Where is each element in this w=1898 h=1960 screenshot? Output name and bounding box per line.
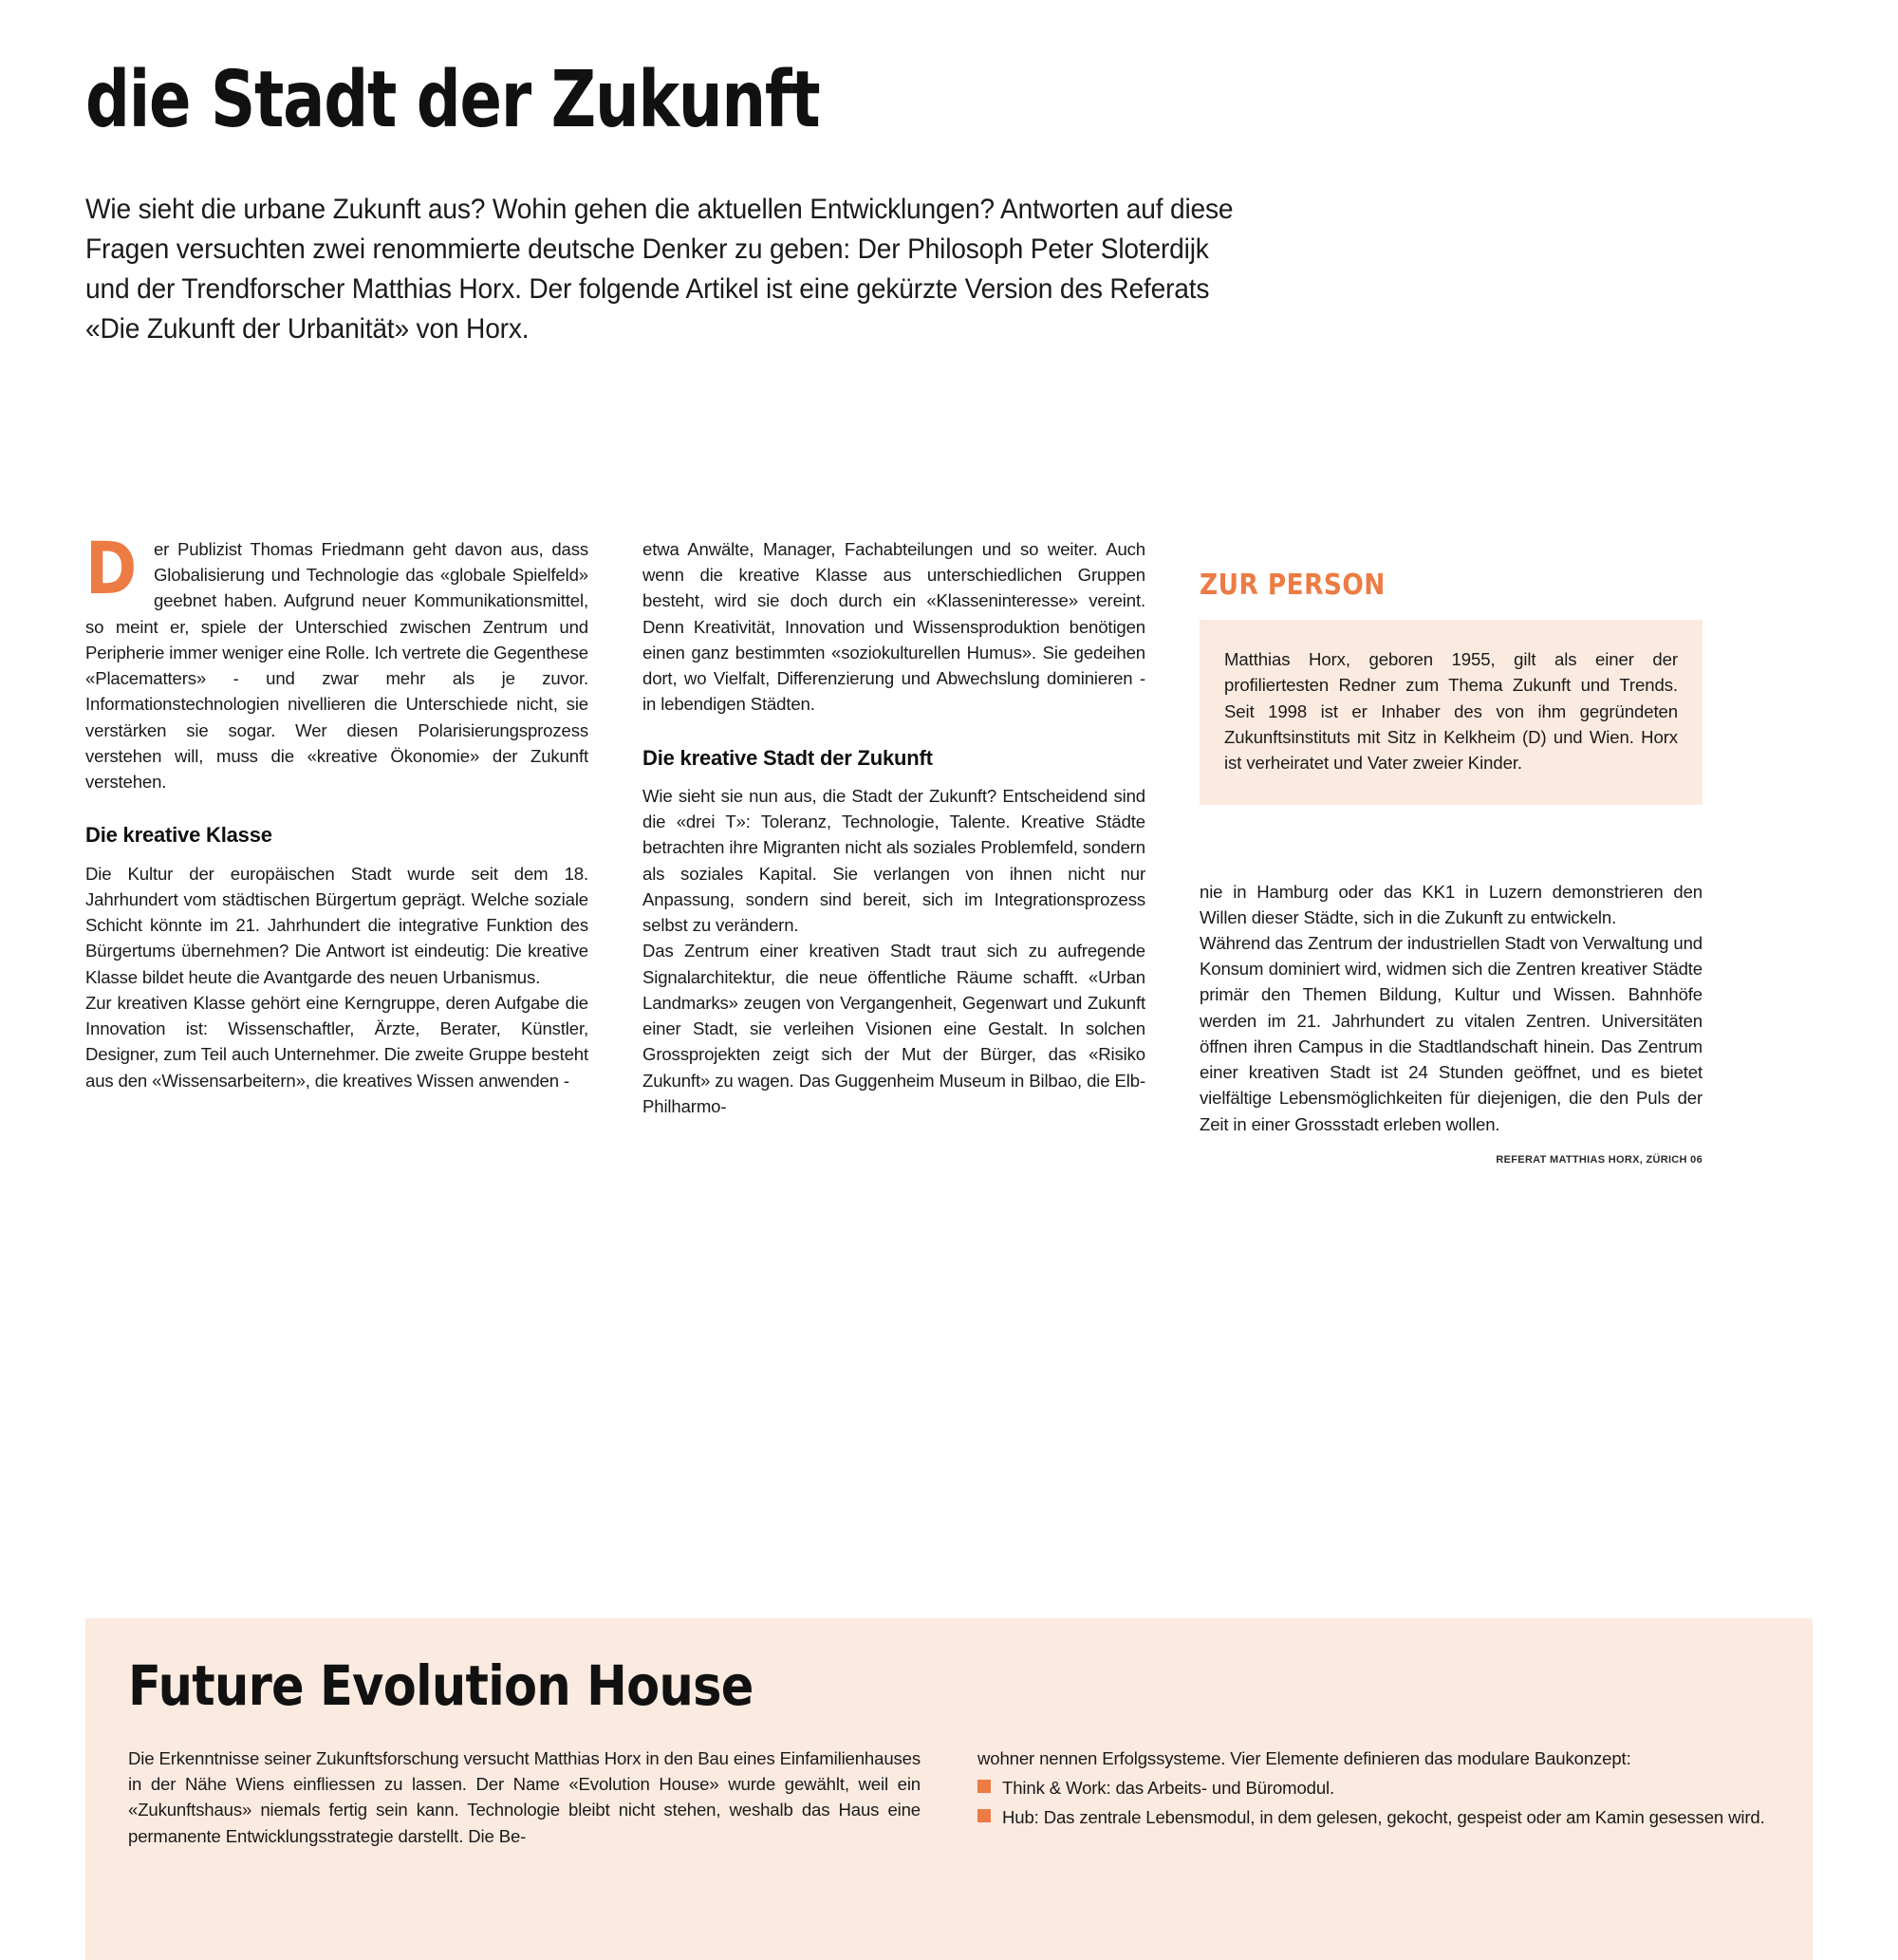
feature-left-text: Die Erkenntnisse seiner Zukunftsforschung versucht Matthias Horx in den Bau eines Einfamilienhauses in der Nähe Wiens einfliessen zu lassen. Der Name «Evolution House» wurde gewählt, weil ein «Zukunftshaus» niemals fertig sein kann. Technologie bleibt nicht stehen, weshalb das Haus eine permanente Entwicklungsstrategie darstellt. Die Be- [128, 1747, 921, 1846]
middle-paragraph-1: etwa Anwälte, Manager, Fachabteilungen und so weiter. Auch wenn die kreative Klasse aus unterschiedlichen Gruppen besteht, wird sie doch durch ein «Klasseninteresse» vereint. Denn Kreativität, Innovation und Wissensproduktion benötigen einen ganz bestimmten «soziokulturellen Humus». Sie gedeihen dort, wo Vielfalt, Differenzierung und Abwechslung dominieren - in lebendigen Städten. [642, 538, 1145, 715]
drop-cap: D [85, 525, 138, 610]
left-paragraph-1 [85, 525, 588, 794]
article-columns [85, 525, 1813, 1167]
feature-column-left [128, 1745, 921, 1849]
feature-right-intro: wohner nennen Erfolgssysteme. Vier Elemente definieren das modulare Baukonzept: [977, 1747, 1631, 1768]
right-paragraph-1: nie in Hamburg oder das KK1 in Luzern demonstrieren den Willen dieser Städte, sich in die Zukunft zu entwickeln. [1200, 881, 1703, 927]
square-bullet-icon [977, 1780, 991, 1793]
list-item [977, 1775, 1770, 1801]
subhead-kreative-klasse: Die kreative Klasse [85, 823, 272, 848]
zur-person-box [1200, 620, 1703, 805]
article-page [0, 52, 1898, 1951]
left-paragraph-2: Die Kultur der europäischen Stadt wurde seit dem 18. Jahrhundert vom städtischen Bürgertum geprägt. Welche soziale Schicht könnte im 21. Jahrhundert die integrative Funktion des Bürgertums übernehmen? Die Antwort ist eindeutig: Die kreative Klasse bildet heute die Avantgarde des neuen Urbanismus. [85, 863, 588, 987]
middle-paragraph-2: Wie sieht sie nun aus, die Stadt der Zukunft? Entscheidend sind die «drei T»: Toleranz, Technologie, Talente. Kreative Städte betrachten ihre Migranten nicht als soziales Problemfeld, sondern als soziales Kapital. Sie verlangen von ihnen nicht nur Anpassung, sondern sind bereit, sich im Integrationsprozess selbst zu verändern. [642, 785, 1145, 936]
rail-spacer [1200, 536, 1703, 565]
column-middle [642, 536, 1145, 1167]
column-right [1200, 536, 1703, 1167]
feature-title: Future Evolution House [128, 1652, 754, 1718]
list-item-label: Think & Work: das Arbeits- und Büromodul. [1002, 1778, 1335, 1799]
right-body [1200, 879, 1703, 1137]
middle-paragraph-3: Das Zentrum einer kreativen Stadt traut sich zu aufregende Signalarchitektur, die neue öffentliche Räume schafft. «Urban Landmarks» zeugen von Vergangenheit, Gegenwart und Zukunft einer Stadt, sie verleihen Visionen eine Gestalt. In solchen Grossprojekten zeigt sich der Mut der Bürger, das «Risiko Zukunft» zu wagen. Das Guggenheim Museum in Bilbao, die Elb-Philharmo- [642, 941, 1145, 1116]
list-item-label: Hub: Das zentrale Lebensmodul, in dem gelesen, gekocht, gespeist oder am Kamin gesessen wird. [1002, 1807, 1765, 1828]
feature-column-right [977, 1745, 1770, 1849]
list-item [977, 1804, 1770, 1830]
article-credit: REFERAT MATTHIAS HORX, ZÜRICH 06 [1496, 1153, 1703, 1166]
right-paragraph-2: Während das Zentrum der industriellen Stadt von Verwaltung und Konsum dominiert wird, widmen sich die Zentren kreativer Städte primär den Themen Bildung, Kultur und Wissen. Bahnhöfe werden im 21. Jahrhundert zu vitalen Zentren. Universitäten öffnen ihren Campus in die Stadtlandschaft hinein. Das Zentrum einer kreativen Stadt ist 24 Stunden geöffnet, und es bietet vielfältige Lebensmöglichkeiten für diejenigen, die den Puls der Zeit in einer Grossstadt erleben wollen. [1200, 932, 1703, 1134]
zur-person-text: Matthias Horx, geboren 1955, gilt als einer der profiliertesten Redner zum Thema Zukunft und Trends. Seit 1998 ist er Inhaber des von ihm gegründeten Zukunftsinstituts mit Sitz in Kelkheim (D) und Wien. Horx ist verheiratet und Vater zweier Kinder. [1224, 648, 1678, 774]
page-title: die Stadt der Zukunft [85, 54, 820, 145]
feature-bullet-list [977, 1775, 1770, 1830]
subhead-kreative-stadt: Die kreative Stadt der Zukunft [642, 745, 933, 770]
left-paragraph-1-text: er Publizist Thomas Friedmann geht davon aus, dass Globalisierung und Technologie das «globale Spielfeld» geebnet haben. Aufgrund neuer Kommunikationsmittel, so meint er, spiele der Unterschied zwischen Zentrum und Peripherie immer weniger eine Rolle. Ich vertrete die Gegenthese «Placematters» - und zwar mehr als je zuvor. Informationstechnologien nivellieren die Unterschiede nicht, sie verstärken sie sogar. Wer diesen Polarisierungsprozess verstehen will, muss die «kreative Ökonomie» der Zukunft verstehen. [85, 538, 588, 793]
left-paragraph-3: Zur kreativen Klasse gehört eine Kerngruppe, deren Aufgabe die Innovation ist: Wissenschaftler, Ärzte, Berater, Künstler, Designer, zum Teil auch Unternehmer. Die zweite Gruppe besteht aus den «Wissensarbeitern», die kreatives Wissen anwenden - [85, 992, 588, 1091]
lead-paragraph: Wie sieht die urbane Zukunft aus? Wohin gehen die aktuellen Entwicklungen? Antworten auf diese Fragen versuchten zwei renommierte deutsche Denker zu geben: Der Philosoph Peter Sloterdijk und der Trendforscher Matthias Horx. Der folgende Artikel ist eine gekürzte Version des Referats «Die Zukunft der Urbanität» von Horx. [85, 193, 1234, 345]
future-evolution-house-box [85, 1618, 1813, 1960]
square-bullet-icon [977, 1809, 991, 1822]
feature-columns [128, 1745, 1770, 1849]
column-left [85, 525, 588, 1167]
zur-person-heading: ZUR PERSON [1200, 568, 1386, 602]
